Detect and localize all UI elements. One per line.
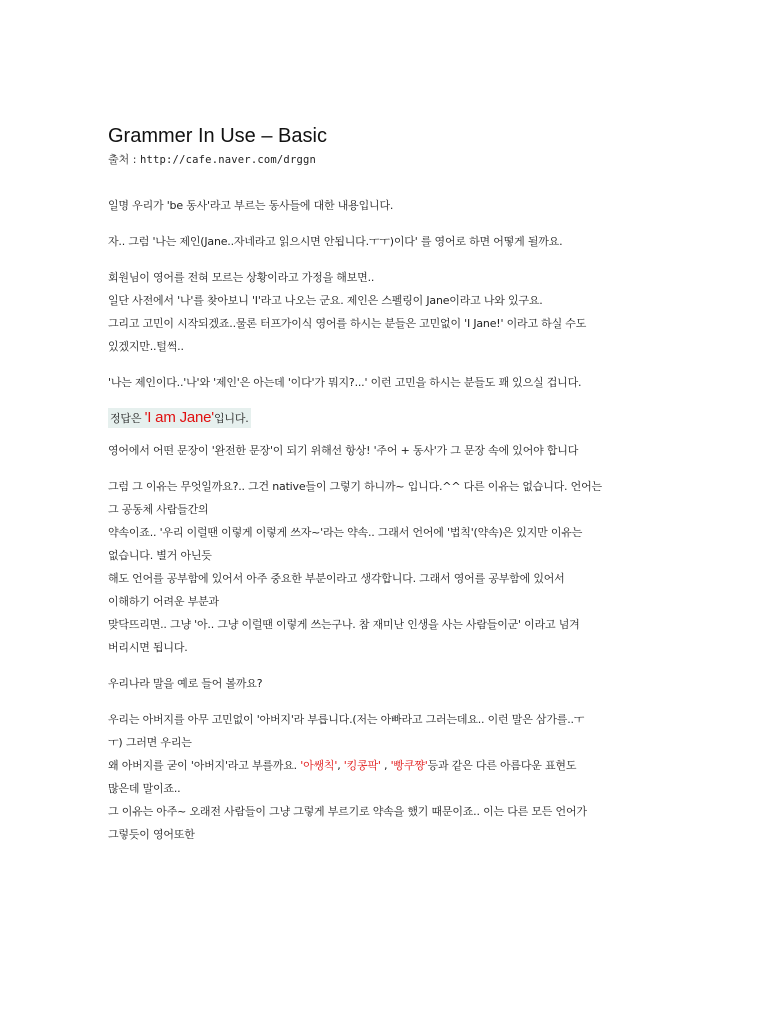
- paragraph-answer: [108, 407, 668, 430]
- paragraph-assumption: [108, 266, 668, 358]
- text-line: 해도 언어를 공부함에 있어서 아주 중요한 부분이라고 생각합니다. 그래서 영어를 공부함에 있어서: [108, 572, 565, 585]
- paragraph-intro: [108, 194, 668, 217]
- text-line: 그 이유는 아주~ 오래전 사람들이 그냥 그렇게 부르기로 약속을 했기 때문이죠.. 이는 다른 모든 언어가: [108, 805, 587, 818]
- text-segment: ,: [337, 759, 344, 772]
- text-line: 회원님이 영어를 전혀 모르는 상황이라고 가정을 해보면..: [108, 271, 375, 284]
- text-line: 없습니다. 별거 아닌듯: [108, 549, 212, 562]
- text-line: 자.. 그럼 '나는 제인(Jane..자네라고 읽으시면 안됩니다.ㅜㅜ)이다' 를 영어로 하면 어떻게 될까요.: [108, 235, 563, 248]
- paragraph-example-intro: [108, 672, 668, 695]
- answer-suffix: 입니다.: [213, 412, 249, 425]
- text-line: 있겠지만..털썩..: [108, 340, 184, 353]
- paragraph-worry: [108, 371, 668, 394]
- text-line: 그렇듯이 영어또한: [108, 828, 195, 841]
- text-line: 우리나라 말을 예로 들어 볼까요?: [108, 677, 263, 690]
- text-line: 그럼 그 이유는 무엇일까요?.. 그건 native들이 그렇기 하니까~ 입니다.^^ 다른 이유는 없습니다. 언어는: [108, 480, 602, 493]
- red-word: '빵쿠쨩': [390, 759, 428, 772]
- text-line: '나는 제인이다..'나'와 '제인'은 아는데 '이다'가 뭐지?...' 이런 고민을 하시는 분들도 꽤 있으실 겁니다.: [108, 376, 582, 389]
- text-line: 우리는 아버지를 아무 고민없이 '아버지'라 부릅니다.(저는 아빠라고 그러는데요.. 이런 말은 삼가를..ㅜ: [108, 713, 585, 726]
- source-link[interactable]: http://cafe.naver.com/drggn: [139, 154, 317, 166]
- text-segment: 왜 아버지를 굳이 '아버지'라고 부를까요.: [108, 759, 301, 772]
- document-body: [108, 122, 668, 846]
- text-line: 영어에서 어떤 문장이 '완전한 문장'이 되기 위해선 항상! '주어 + 동사'가 그 문장 속에 있어야 합니다: [108, 444, 579, 457]
- text-line: 맞닥뜨리면.. 그냥 '아.. 그냥 이럴땐 이렇게 쓰는구나. 참 재미난 인생을 사는 사람들이군' 이라고 넘겨: [108, 618, 580, 631]
- text-line: 그 공동체 사람들간의: [108, 503, 209, 516]
- text-line: 많은데 말이죠..: [108, 782, 181, 795]
- document-title: Grammer In Use – Basic: [108, 125, 327, 147]
- text-line: ㅜ) 그러면 우리는: [108, 736, 192, 749]
- answer-highlight: [108, 408, 251, 428]
- source-label: 출처 :: [108, 153, 140, 166]
- text-line: 이해하기 어려운 부분과: [108, 595, 219, 608]
- answer-phrase: 'I am Jane': [144, 409, 214, 426]
- text-line: 그리고 고민이 시작되겠죠..물론 터프가이식 영어를 하시는 분들은 고민없이 'I Jane!' 이라고 하실 수도: [108, 317, 587, 330]
- text-line: 약속이죠.. '우리 이럴땐 이렇게 이렇게 쓰자~'라는 약속.. 그래서 언어에 '법칙'(약속)은 있지만 이유는: [108, 526, 583, 539]
- text-segment: 등과 같은 다른 아름다운 표현도: [427, 759, 577, 772]
- red-word: '아쌩칙': [300, 759, 338, 772]
- paragraph-reason: [108, 475, 668, 659]
- answer-prefix: 정답은: [110, 412, 145, 425]
- text-line: 버리시면 됩니다.: [108, 641, 188, 654]
- red-word: '킹콩팍': [343, 759, 381, 772]
- paragraph-example: [108, 708, 668, 846]
- source-line: [108, 152, 668, 168]
- paragraph-rule: [108, 439, 668, 462]
- text-line: 일명 우리가 'be 동사'라고 부르는 동사들에 대한 내용입니다.: [108, 199, 394, 212]
- paragraph-question: [108, 230, 668, 253]
- text-line-with-highlights: [108, 754, 668, 777]
- text-segment: ,: [380, 759, 391, 772]
- text-line: 일단 사전에서 '나'를 찾아보니 'I'라고 나오는 군요. 제인은 스펠링이 Jane이라고 나와 있구요.: [108, 294, 543, 307]
